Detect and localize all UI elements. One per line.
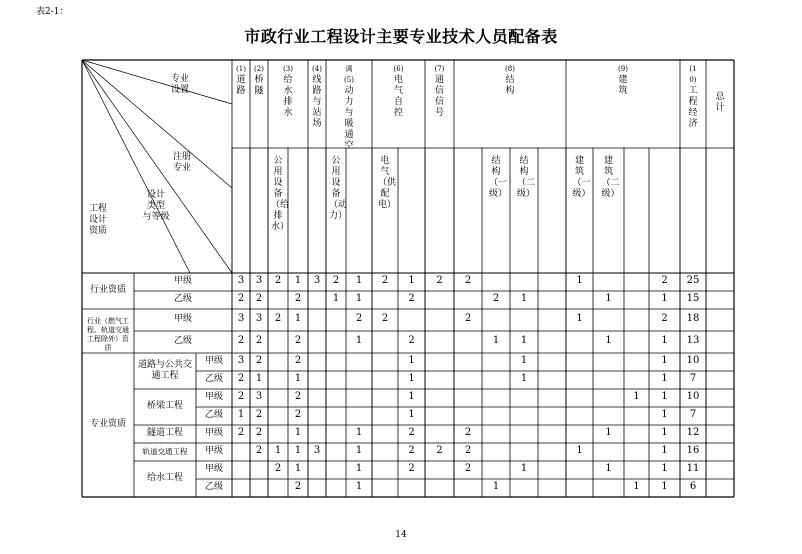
subgroup-label: 道路与公共交通工程 <box>137 360 192 381</box>
value-cell: 1 <box>605 463 612 474</box>
total-cell: 7 <box>689 373 697 384</box>
major-header-9 <box>616 64 630 97</box>
value-cell: 2 <box>464 275 472 286</box>
registered-header: 建筑（一级） <box>572 156 591 199</box>
value-cell: 1 <box>661 335 668 346</box>
value-cell: 1 <box>294 445 302 456</box>
major-header-number: (4) <box>312 65 322 73</box>
value-cell: 1 <box>294 373 302 384</box>
value-cell: 2 <box>355 313 363 324</box>
total-cell: 13 <box>686 335 700 346</box>
total-cell: 15 <box>686 293 700 304</box>
value-cell: 3 <box>237 313 245 324</box>
value-cell: 2 <box>464 463 472 474</box>
value-cell: 2 <box>436 445 443 456</box>
value-cell: 2 <box>255 335 263 346</box>
qualification-label: 工程 设计 资质 <box>88 204 107 236</box>
total-cell: 10 <box>686 355 700 366</box>
registered-header: 结构（一级） <box>489 156 508 199</box>
grade-cell: 甲级 <box>204 446 223 456</box>
value-cell: 3 <box>255 275 263 286</box>
major-header-3 <box>281 64 295 119</box>
value-cell: 2 <box>332 275 340 286</box>
table-label: 表2-1： <box>36 7 69 17</box>
value-cell: 1 <box>408 409 415 420</box>
value-cell: 1 <box>661 373 668 384</box>
total-cell: 10 <box>686 391 700 402</box>
major-header-text: 通信信号 <box>434 75 444 118</box>
value-cell: 2 <box>255 445 263 456</box>
major-header-number: (6) <box>393 65 404 73</box>
grade-cell: 甲级 <box>204 428 223 438</box>
diagonal-line <box>82 60 232 188</box>
group-label: 行业（燃气工程、轨道交通工程除外）资质 <box>87 317 129 352</box>
value-cell: 2 <box>294 409 302 420</box>
value-cell: 2 <box>274 313 282 324</box>
diagonal-line <box>82 60 232 273</box>
major-header-10 <box>686 64 700 130</box>
grade-cell: 乙级 <box>173 336 192 346</box>
group-label: 专业资质 <box>89 419 126 429</box>
value-cell: 1 <box>294 275 302 286</box>
major-header-text: 给水排水 <box>283 75 293 118</box>
value-cell: 1 <box>492 481 500 492</box>
major-header-text: 结构 <box>505 75 515 96</box>
value-cell: 2 <box>464 445 472 456</box>
value-cell: 1 <box>355 481 363 492</box>
major-header-text: 总计 <box>715 92 725 113</box>
value-cell: 1 <box>520 293 528 304</box>
grade-cell: 甲级 <box>204 392 223 402</box>
major-header-number: (2) <box>254 65 264 73</box>
value-cell: 1 <box>294 463 302 474</box>
major-header-number: (1) <box>236 65 246 73</box>
value-cell: 2 <box>294 391 302 402</box>
value-cell: 2 <box>237 335 245 346</box>
registered-specialty-label: 注册 专业 <box>172 152 191 173</box>
value-cell: 2 <box>255 293 263 304</box>
value-cell: 1 <box>661 409 668 420</box>
major-header-8 <box>503 64 517 97</box>
value-cell: 2 <box>255 355 263 366</box>
value-cell: 3 <box>255 313 263 324</box>
major-header-number: (8) <box>505 65 515 73</box>
value-cell: 3 <box>313 445 321 456</box>
value-cell: 3 <box>237 355 245 366</box>
total-cell: 12 <box>686 427 700 438</box>
value-cell: 1 <box>605 427 612 438</box>
registered-header: 电气（供配电） <box>378 156 397 210</box>
value-cell: 1 <box>294 313 302 324</box>
grade-cell: 乙级 <box>204 482 223 492</box>
total-cell: 16 <box>686 445 700 456</box>
total-cell: 18 <box>686 313 700 324</box>
value-cell: 1 <box>576 313 583 324</box>
design-type-grade-label: 设计 类型 与等级 <box>142 190 170 222</box>
major-header-6 <box>392 64 406 119</box>
value-cell: 2 <box>237 293 245 304</box>
registered-header: 公用设备（动力） <box>329 156 348 221</box>
value-cell: 1 <box>408 355 415 366</box>
value-cell: 1 <box>661 463 668 474</box>
grade-cell: 甲级 <box>204 464 223 474</box>
value-cell: 2 <box>492 293 500 304</box>
value-cell: 2 <box>237 373 245 384</box>
value-cell: 2 <box>436 275 443 286</box>
value-cell: 3 <box>255 391 263 402</box>
value-cell: 2 <box>408 463 415 474</box>
value-cell: 2 <box>408 445 415 456</box>
major-header-text: 建筑 <box>618 75 628 96</box>
major-header-number: (10) <box>689 65 697 84</box>
major-header-text: 电气自控 <box>393 75 403 118</box>
total-cell: 6 <box>689 481 697 492</box>
total-cell: 25 <box>686 275 700 286</box>
value-cell: 3 <box>237 275 245 286</box>
value-cell: 2 <box>274 463 282 474</box>
value-cell: 2 <box>255 409 263 420</box>
major-header-11 <box>713 92 727 114</box>
value-cell: 1 <box>520 335 528 346</box>
value-cell: 1 <box>520 463 528 474</box>
value-cell: 1 <box>661 293 668 304</box>
value-cell: 1 <box>332 293 340 304</box>
value-cell: 1 <box>355 463 363 474</box>
value-cell: 1 <box>408 373 415 384</box>
value-cell: 2 <box>381 275 389 286</box>
major-header-2 <box>252 64 266 97</box>
value-cell: 1 <box>633 391 640 402</box>
major-header-number: (9) <box>618 65 628 73</box>
value-cell: 1 <box>492 335 500 346</box>
value-cell: 1 <box>605 293 612 304</box>
grade-cell: 甲级 <box>173 276 192 286</box>
value-cell: 1 <box>355 335 363 346</box>
value-cell: 2 <box>661 275 668 286</box>
value-cell: 1 <box>633 481 640 492</box>
value-cell: 2 <box>408 427 415 438</box>
grade-cell: 甲级 <box>204 356 223 366</box>
value-cell: 1 <box>408 391 415 402</box>
subgroup-label: 给水工程 <box>146 473 183 483</box>
major-header-text: 桥隧 <box>254 75 264 96</box>
major-header-4 <box>310 64 324 130</box>
value-cell: 2 <box>464 427 472 438</box>
page-number: 14 <box>395 530 407 540</box>
value-cell: 2 <box>408 293 415 304</box>
value-cell: 1 <box>661 427 668 438</box>
major-header-number: 调(5) <box>344 65 354 84</box>
value-cell: 1 <box>576 275 583 286</box>
registered-header: 公用设备（给排水） <box>271 156 290 232</box>
subgroup-label: 桥梁工程 <box>146 401 183 411</box>
value-cell: 2 <box>294 335 302 346</box>
major-header-text: 线路与站场 <box>312 75 322 129</box>
value-cell: 2 <box>237 391 245 402</box>
subgroup-label: 隧道工程 <box>146 428 183 438</box>
major-header-text: 道路 <box>236 75 246 96</box>
page-title: 市政行业工程设计主要专业技术人员配备表 <box>244 27 558 46</box>
specialty-setting-label: 专业 设置 <box>170 74 189 95</box>
value-cell: 1 <box>355 427 363 438</box>
value-cell: 2 <box>294 293 302 304</box>
major-header-text: 动力与暖通空 <box>344 86 354 151</box>
value-cell: 2 <box>381 313 389 324</box>
value-cell: 1 <box>661 445 668 456</box>
value-cell: 1 <box>520 373 528 384</box>
value-cell: 1 <box>355 275 363 286</box>
major-header-7 <box>433 64 447 119</box>
value-cell: 1 <box>274 445 282 456</box>
group-label: 行业资质 <box>89 285 126 295</box>
registered-header: 结构（二级） <box>517 156 536 199</box>
major-header-5 <box>342 64 356 152</box>
value-cell: 2 <box>294 481 302 492</box>
value-cell: 2 <box>464 313 472 324</box>
value-cell: 1 <box>661 391 668 402</box>
total-cell: 7 <box>689 409 697 420</box>
value-cell: 2 <box>294 355 302 366</box>
value-cell: 2 <box>255 427 263 438</box>
value-cell: 1 <box>520 355 528 366</box>
diagonal-line <box>82 60 232 104</box>
registered-header: 建筑（二级） <box>601 156 620 199</box>
value-cell: 2 <box>237 427 245 438</box>
total-cell: 11 <box>686 463 700 474</box>
value-cell: 1 <box>661 355 668 366</box>
major-header-text: 工程经济 <box>688 86 698 129</box>
value-cell: 2 <box>274 275 282 286</box>
value-cell: 1 <box>576 445 583 456</box>
grade-cell: 甲级 <box>173 314 192 324</box>
major-header-number: (7) <box>434 65 445 73</box>
grade-cell: 乙级 <box>173 294 192 304</box>
value-cell: 2 <box>661 313 668 324</box>
value-cell: 1 <box>237 409 245 420</box>
major-header-1 <box>234 64 248 97</box>
major-header-number: (3) <box>283 65 293 73</box>
value-cell: 1 <box>355 445 363 456</box>
value-cell: 1 <box>408 275 415 286</box>
grade-cell: 乙级 <box>204 410 223 420</box>
subgroup-label: 轨道交通工程 <box>142 447 188 456</box>
value-cell: 1 <box>355 293 363 304</box>
value-cell: 1 <box>605 335 612 346</box>
value-cell: 1 <box>661 481 668 492</box>
value-cell: 3 <box>313 275 321 286</box>
value-cell: 1 <box>255 373 263 384</box>
value-cell: 2 <box>408 335 415 346</box>
value-cell: 1 <box>294 427 302 438</box>
grade-cell: 乙级 <box>204 374 223 384</box>
